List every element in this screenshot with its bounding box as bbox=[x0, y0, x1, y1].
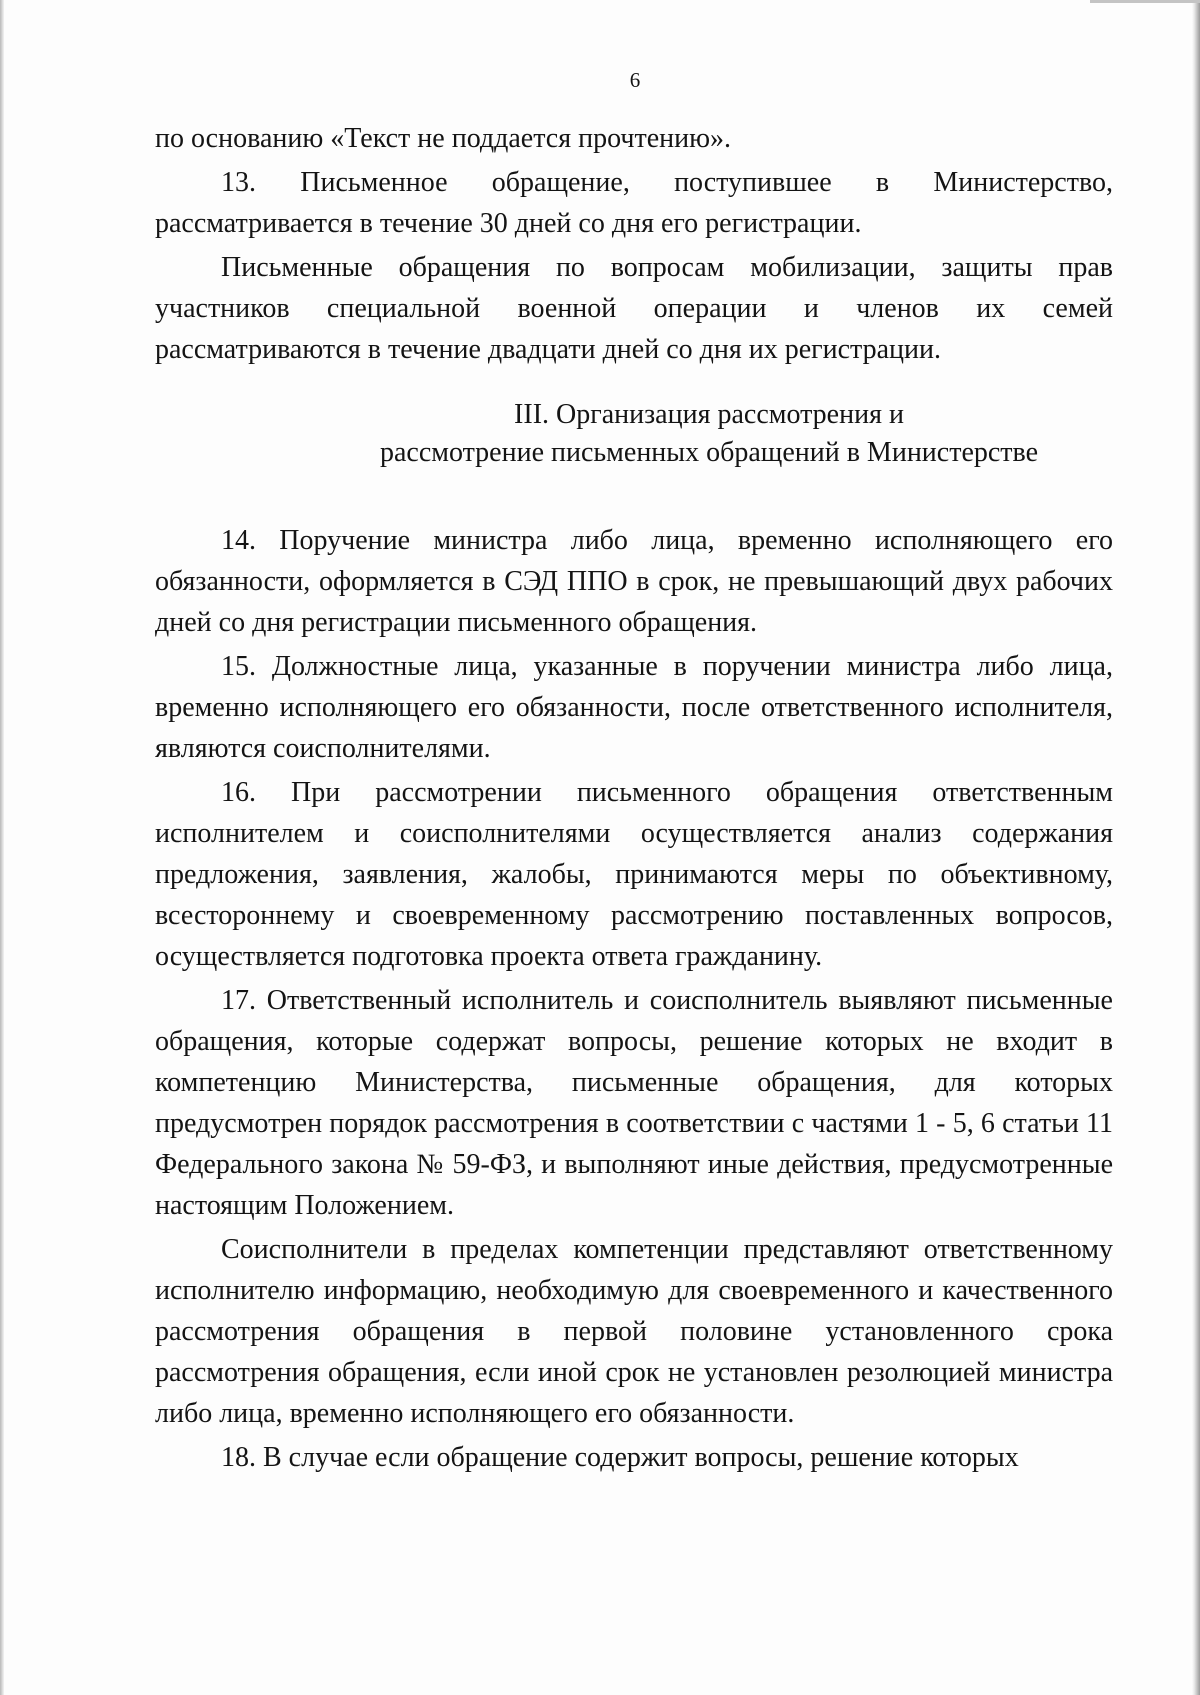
paragraph-18: 18. В случае если обращение содержит вопросы, решение которых bbox=[221, 1442, 1019, 1473]
document-body bbox=[155, 118, 1113, 1478]
section-heading-line-1: III. Организация рассмотрения и bbox=[514, 399, 904, 430]
section-heading-line-2: рассмотрение письменных обращений в Министерстве bbox=[379, 437, 1039, 468]
paragraph-15: 15. Должностные лица, указанные в поручении министра либо лица, временно исполняющего его обязанности, после ответственного исполнителя, являются соисполнителями. bbox=[155, 651, 1113, 764]
paragraph-16: 16. При рассмотрении письменного обращения ответственным исполнителем и соисполнителями осуществляется анализ содержания предложения, заявления, жалобы, принимаются меры по объективному, всестороннему и своевременному рассмотрению поставленных вопросов, осуществляется подготовка проекта ответа гражданину. bbox=[155, 777, 1113, 972]
paragraph-14: 14. Поручение министра либо лица, временно исполняющего его обязанности, оформляется в СЭД ППО в срок, не превышающий двух рабочих дней со дня регистрации письменного обращения. bbox=[155, 525, 1113, 638]
paragraph-13-mobilization: Письменные обращения по вопросам мобилизации, защиты прав участников специальной военной операции и членов их семей рассматриваются в течение двадцати дней со дня их регистрации. bbox=[155, 252, 1113, 365]
paragraph-17: 17. Ответственный исполнитель и соисполнитель выявляют письменные обращения, которые содержат вопросы, решение которых не входит в компетенцию Министерства, письменные обращения, для которых предусмотрен порядок рассмотрения в соответствии с частями 1 - 5, 6 статьи 11 Федерального закона № 59-ФЗ, и выполняют иные действия, предусмотренные настоящим Положением. bbox=[155, 985, 1113, 1221]
section-heading bbox=[155, 396, 1113, 472]
scan-edge-left bbox=[0, 0, 4, 1695]
paragraph-13: 13. Письменное обращение, поступившее в Министерство, рассматривается в течение 30 дней со дня его регистрации. bbox=[155, 167, 1113, 239]
paragraph-17-coexecutors: Соисполнители в пределах компетенции представляют ответственному исполнителю информацию, необходимую для своевременного и качественного рассмотрения обращения в первой половине установленного срока рассмотрения обращения, если иной срок не установлен резолюцией министра либо лица, временно исполняющего его обязанности. bbox=[155, 1234, 1113, 1429]
page-number: 6 bbox=[629, 68, 641, 92]
paragraph-continuation: по основанию «Текст не поддается прочтению». bbox=[155, 123, 732, 154]
scan-corner-mark bbox=[1090, 0, 1200, 3]
scan-edge-right bbox=[1192, 0, 1200, 1695]
